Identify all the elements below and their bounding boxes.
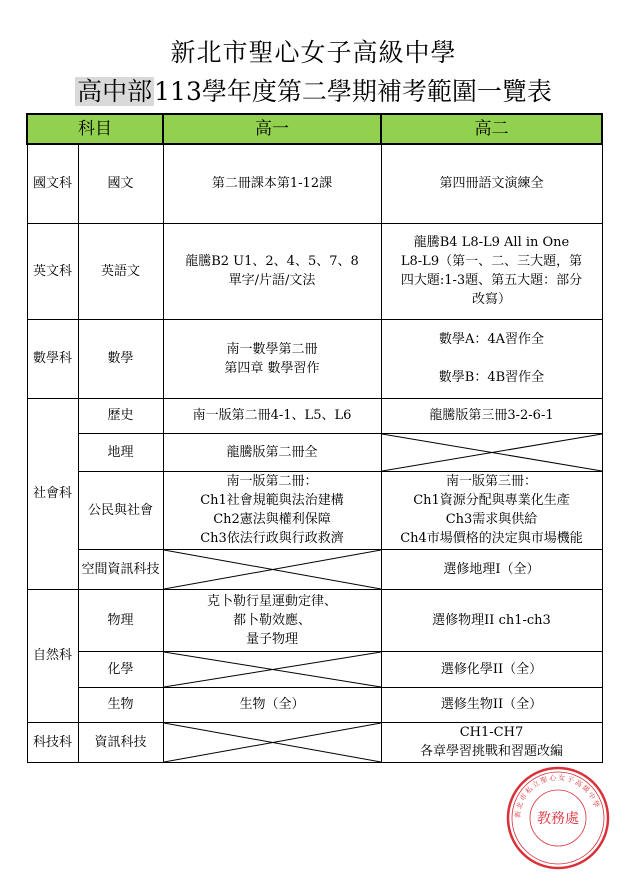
subject-cell: 地理 xyxy=(78,433,163,471)
subject-cell: 數學 xyxy=(78,319,163,398)
grade1-cell: 南一版第二冊4-1、L5、L6 xyxy=(163,398,381,433)
grade1-cell: 龍騰版第二冊全 xyxy=(163,433,381,471)
academic-affairs-seal xyxy=(505,765,611,871)
cross-mark xyxy=(164,723,381,762)
grade1-cell: 龍騰B2 U1、2、4、5、7、8 單字/片語/文法 xyxy=(163,223,381,319)
cross-mark xyxy=(382,434,602,471)
grade2-cell: 選修物理II ch1-ch3 xyxy=(381,589,602,651)
document-title xyxy=(0,75,627,109)
seal-office-text: 教務處 xyxy=(537,811,579,827)
subject-cell: 資訊科技 xyxy=(78,722,163,762)
subject-cell: 英語文 xyxy=(78,223,163,319)
grade1-cell: 克卜勒行星運動定律、 都卜勒效應、 量子物理 xyxy=(163,589,381,651)
dept-cell: 科技科 xyxy=(27,722,78,762)
grade2-cell: 龍騰版第三冊3-2-6-1 xyxy=(381,398,602,433)
empty-crossed-cell xyxy=(163,549,381,589)
dept-cell: 英文科 xyxy=(27,223,78,319)
empty-crossed-cell xyxy=(163,722,381,762)
school-name: 新北市聖心女子高級中學 xyxy=(170,38,457,67)
table-row xyxy=(27,398,602,433)
subject-cell: 物理 xyxy=(78,589,163,651)
grade1-cell: 第二冊課本第1-12課 xyxy=(163,144,381,223)
grade2-cell: CH1-CH7 各章學習挑戰和習題改編 xyxy=(381,722,602,762)
table-row xyxy=(27,319,602,398)
table-row xyxy=(27,433,602,471)
grade2-cell: 選修生物II（全） xyxy=(381,687,602,722)
table-row xyxy=(27,589,602,651)
empty-crossed-cell xyxy=(163,651,381,687)
dept-cell: 數學科 xyxy=(27,319,78,398)
table-row xyxy=(27,471,602,549)
table-row xyxy=(27,651,602,687)
table-row xyxy=(27,687,602,722)
dept-cell: 自然科 xyxy=(27,589,78,722)
dept-cell: 國文科 xyxy=(27,144,78,223)
grade2-cell: 數學A：4A習作全 數學B：4B習作全 xyxy=(381,319,602,398)
subject-cell: 國文 xyxy=(78,144,163,223)
empty-crossed-cell xyxy=(381,433,602,471)
division-label: 高中部 xyxy=(77,77,153,106)
subject-cell: 化學 xyxy=(78,651,163,687)
grade1-cell: 生物（全） xyxy=(163,687,381,722)
grade2-cell: 南一版第三冊： Ch1資源分配與專業化生產 Ch3需求與供給 Ch4市場價格的決定與市場機能 xyxy=(381,471,602,549)
header-grade2: 高二 xyxy=(381,114,602,144)
seal-ring-text: 新北市私立聖心女子高級中學 xyxy=(513,773,601,819)
title-text: 113學年度第二學期補考範圍一覽表 xyxy=(154,77,552,106)
cross-mark xyxy=(164,550,381,589)
grade1-cell: 南一版第二冊： Ch1社會規範與法治建構 Ch2憲法與權利保障 Ch3依法行政與行政救濟 xyxy=(163,471,381,549)
exam-scope-table xyxy=(26,113,603,763)
grade2-cell: 選修地理I（全） xyxy=(381,549,602,589)
dept-cell: 社會科 xyxy=(27,398,78,589)
grade1-cell: 南一數學第二冊 第四章 數學習作 xyxy=(163,319,381,398)
grade2-cell: 第四冊語文演練全 xyxy=(381,144,602,223)
table-row xyxy=(27,722,602,762)
table-row xyxy=(27,223,602,319)
table-row xyxy=(27,549,602,589)
subject-cell: 空間資訊科技 xyxy=(78,549,163,589)
grade2-cell: 選修化學II（全） xyxy=(381,651,602,687)
table-row xyxy=(27,144,602,223)
subject-cell: 歷史 xyxy=(78,398,163,433)
table-header-row xyxy=(27,114,602,144)
header-subject: 科目 xyxy=(27,114,163,144)
cross-mark xyxy=(164,652,381,687)
subject-cell: 生物 xyxy=(78,687,163,722)
header-grade1: 高一 xyxy=(163,114,381,144)
subject-cell: 公民與社會 xyxy=(78,471,163,549)
grade2-cell: 龍騰B4 L8-L9 All in One L8-L9（第一、二、三大題，第 四大題:1-3題、第五大題：部分 改寫） xyxy=(381,223,602,319)
